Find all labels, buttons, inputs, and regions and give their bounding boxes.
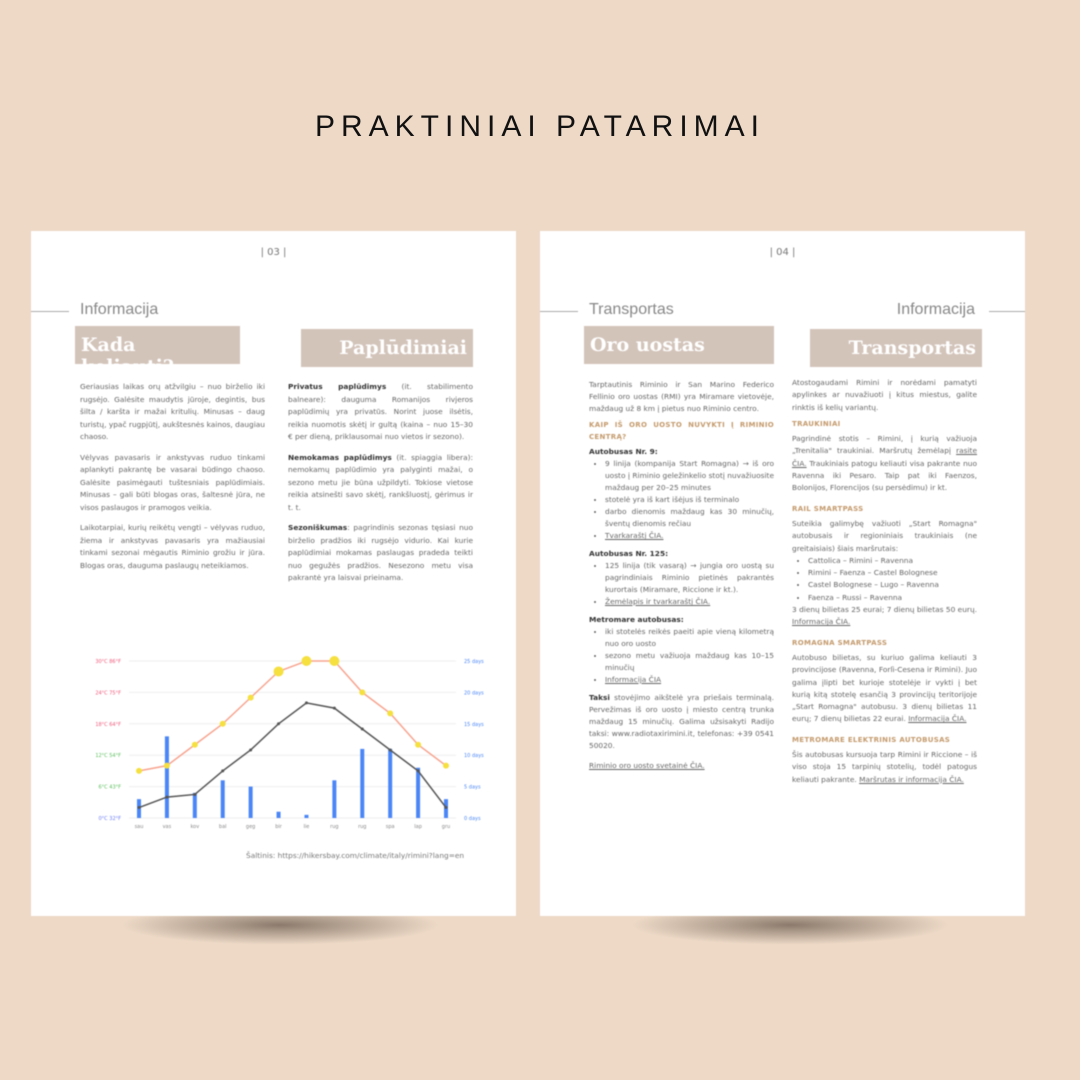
term: Sezoniškumas bbox=[288, 523, 348, 532]
min-temp-point bbox=[417, 769, 420, 772]
list-item: • 125 linija (tik vasarą) → jungia oro uostą su pagrindiniais Riminio pietinės pakrantės kurortais (Miramare, Riccione ir kt.). bbox=[605, 560, 774, 596]
x-tick-label: geg bbox=[245, 824, 256, 830]
precip-bar bbox=[221, 780, 225, 818]
airport-link[interactable]: Riminio oro uosto svetainė ČIA. bbox=[589, 761, 705, 770]
column-papludimiai bbox=[288, 381, 473, 593]
promo-title: PRAKTINIAI PATARIMAI bbox=[314, 110, 766, 143]
sun-icon bbox=[274, 666, 284, 676]
x-tick-label: gru bbox=[441, 824, 451, 830]
min-temp-point bbox=[193, 793, 196, 796]
precip-bar bbox=[277, 812, 281, 818]
list-item: • Castel Bolognese – Lugo – Ravenna bbox=[808, 579, 977, 591]
paragraph: Vėlyvas pavasaris ir ankstyvas ruduo tinkami aplankyti pakrantę be vasarai būdingo chaoso. Galėsite pasimėgauti tuštesniais paplūdimiais. Minusas – gali būti blogas oras, šaltesnė jūra, ne visos paslaugos ir pramogos veikia. bbox=[80, 452, 265, 512]
y2-tick-label: 0 days bbox=[464, 816, 481, 822]
map-link[interactable]: rasite ČIA. bbox=[792, 446, 977, 468]
subheading: ROMAGNA SMARTPASS bbox=[792, 638, 888, 647]
y2-tick-label: 15 days bbox=[464, 721, 484, 728]
sun-icon bbox=[164, 763, 170, 769]
min-temp-point bbox=[333, 707, 336, 710]
column-oro-uostas bbox=[589, 379, 774, 780]
text: Pagrindinė stotis – Rimini, į kurią važiuoja „Trenitalia" traukiniai. Maršrutų žemėlapį bbox=[792, 434, 977, 456]
min-temp-point bbox=[249, 748, 252, 751]
x-tick-label: lie bbox=[303, 824, 310, 830]
subheading: Autobusas Nr. 9: bbox=[589, 447, 658, 456]
heading-papludimiai: Paplūdimiai bbox=[301, 329, 473, 367]
text: : pagrindinis sezonas tęsiasi nuo birželio pradžios iki rugsėjo vidurio. Kai kurie paplūdimiai mokamas paslaugas pradeda teikti nuo gegužės pradžios. Nesezono metu visa pakrantė yra laisvai prieinama. bbox=[288, 523, 473, 582]
precip-bar bbox=[388, 749, 392, 818]
x-tick-label: rug bbox=[330, 824, 339, 830]
column-transportas bbox=[792, 377, 977, 794]
x-tick-label: rug bbox=[358, 824, 367, 830]
section-label: Informacija bbox=[896, 301, 975, 318]
term: Taksi bbox=[589, 693, 610, 702]
paragraph bbox=[792, 604, 977, 629]
list-item: • Faenza – Russi – Ravenna bbox=[808, 592, 977, 604]
x-tick-label: vas bbox=[162, 824, 172, 830]
sun-icon bbox=[301, 656, 311, 666]
section-label: Transportas bbox=[589, 301, 674, 318]
y-tick-label: 30°C 86°F bbox=[95, 659, 121, 665]
paragraph bbox=[589, 692, 774, 752]
precip-bar bbox=[360, 749, 364, 818]
sun-icon bbox=[387, 710, 393, 716]
page-04 bbox=[540, 231, 1025, 916]
y2-tick-label: 5 days bbox=[464, 784, 481, 791]
y2-tick-label: 10 days bbox=[464, 753, 484, 760]
timetable-link[interactable]: Tvarkaraštį ČIA. bbox=[605, 531, 664, 540]
sun-icon bbox=[136, 768, 142, 774]
precip-bar bbox=[165, 736, 169, 818]
min-temp-point bbox=[138, 806, 141, 809]
info-link[interactable]: Informacija ČIA bbox=[605, 675, 662, 684]
text: (it. stabilimento balneare): dauguma Romanijos rivjeros paplūdimių yra privatūs. Norint juose ilsėtis, reikia nuomotis skėtį ir gultą (kaina – nuo 15–30 € per dieną, priklausomai nuo vietos ir sezono). bbox=[288, 382, 473, 441]
x-tick-label: bir bbox=[275, 824, 282, 830]
text: Traukiniais patogu keliauti visa pakrante nuo Ravenna iki Pesaro. Taip pat iki Faenzos, Bolonijos, Florencijos (su persėdimu) ir kt. bbox=[792, 458, 977, 493]
max-temp-line bbox=[139, 661, 446, 771]
subheading: RAIL SMARTPASS bbox=[792, 504, 864, 513]
x-tick-label: lap bbox=[414, 824, 422, 830]
subheading: KAIP IŠ ORO UOSTO NUVYKTI Į RIMINIO CENTRĄ? bbox=[589, 421, 774, 441]
section-label: Informacija bbox=[80, 301, 159, 318]
paragraph: Tarptautinis Riminio ir San Marino Federico Fellinio oro uostas (RMI) yra Miramare vietovėje, maždaug už 8 km į pietus nuo Riminio centro. bbox=[589, 380, 774, 413]
sun-icon bbox=[443, 763, 449, 769]
paragraph bbox=[792, 433, 977, 494]
min-temp-point bbox=[221, 769, 224, 772]
heading-transportas: Transportas bbox=[810, 329, 982, 367]
term: Nemokamas paplūdimys bbox=[288, 452, 392, 462]
min-temp-point bbox=[305, 701, 308, 704]
y-tick-label: 12°C 54°F bbox=[95, 753, 121, 760]
paragraph bbox=[288, 381, 473, 444]
precip-bar bbox=[304, 815, 308, 818]
list-item: • Cattolica – Rimini – Ravenna bbox=[808, 555, 977, 567]
y-tick-label: 18°C 64°F bbox=[95, 721, 121, 728]
sun-icon bbox=[248, 695, 254, 701]
min-temp-point bbox=[165, 796, 168, 799]
list-item: • darbo dienomis maždaug kas 30 minučių, šventų dienomis rečiau bbox=[605, 506, 774, 530]
y-tick-label: 0°C 32°F bbox=[98, 816, 121, 822]
subheading: Metromare autobusas: bbox=[589, 615, 684, 624]
min-temp-point bbox=[361, 728, 364, 731]
paragraph: Atostogaudami Rimini ir norėdami pamatyti apylinkes ar nuvažiuoti į kitus miestus, galite rinktis iš kelių variantų. bbox=[792, 378, 977, 412]
climate-chart bbox=[71, 646, 511, 846]
paragraph: Geriausias laikas orų atžvilgiu – nuo birželio iki rugsėjo. Galėsite maudytis jūroje, degintis, bus šilta / karšta ir mažai kritulių. Minusas – daug turistų, ypač rugpjūtį, aukštesnės kainos, daugiau chaoso. bbox=[80, 382, 265, 441]
text: Šis autobusas kursuoja tarp Rimini ir Riccione – iš viso stoja 15 tarpinių stotelių, todėl patogus keliauti pakrante. bbox=[792, 750, 977, 784]
y-tick-label: 6°C 43°F bbox=[98, 784, 121, 791]
term: Privatus paplūdimys bbox=[288, 382, 387, 391]
divider bbox=[540, 311, 578, 312]
paragraph bbox=[288, 522, 473, 585]
divider bbox=[989, 311, 1025, 312]
precip-bar bbox=[332, 780, 336, 818]
sun-icon bbox=[192, 742, 198, 748]
sun-icon bbox=[415, 742, 421, 748]
text: Autobuso bilietas, su kuriuo galima keliauti 3 provincijose (Ravenna, Forlì-Cesena ir Rimini). Juo galima įlipti bet kurioje stotelėje ir vykti į bet kurią kitą stotelę esančią 3 provincijų teritorijoje „Start Romagna" autobusu. 3 dienų bilietas 11 eurų; 7 dienų bilietas 22 eurai. bbox=[792, 652, 977, 724]
divider bbox=[31, 311, 69, 312]
paragraph bbox=[792, 652, 977, 726]
page-number: | 04 | bbox=[769, 247, 796, 258]
info-link[interactable]: Informacija ČIA. bbox=[908, 714, 967, 724]
heading-oro-uostas: Oro uostas bbox=[584, 326, 774, 364]
x-tick-label: bal bbox=[218, 824, 227, 830]
y2-tick-label: 20 days bbox=[464, 690, 484, 697]
list-item: • sezono metu važiuoja maždaug kas 10–15 minučių bbox=[605, 650, 774, 674]
y2-tick-label: 25 days bbox=[464, 659, 484, 665]
text: (it. spiaggia libera): nemokamų paplūdimio yra palyginti mažai, o sezono metu jie būna užpildyti. Tokiose vietose reikia atsinešti savo skėtį, rankšluostį, gėrimus ir t. t. bbox=[288, 452, 473, 512]
min-temp-point bbox=[389, 748, 392, 751]
list-item: • 9 linija (kompanija Start Romagna) → iš oro uosto į Riminio geležinkelio stotį nuvažiuosite maždaug per 20–25 minutes bbox=[605, 458, 774, 494]
page-03 bbox=[31, 231, 516, 916]
subheading: METROMARE ELEKTRINIS AUTOBUSAS bbox=[792, 735, 951, 744]
info-link[interactable]: Informacija ČIA. bbox=[792, 617, 851, 627]
subheading: TRAUKINIAI bbox=[792, 419, 841, 428]
precip-bar bbox=[249, 787, 253, 818]
list-item: • iki stotelės reikės paeiti apie vieną kilometrą nuo oro uosto bbox=[605, 626, 774, 650]
subheading: Autobusas Nr. 125: bbox=[589, 549, 669, 558]
heading-kada-keliauti: Kada keliauti? bbox=[75, 326, 240, 364]
text: 3 dienų bilietas 25 eurai; 7 dienų bilietas 50 eurų. bbox=[792, 605, 977, 615]
list-item: • Rimini – Faenza – Castel Bolognese bbox=[808, 567, 977, 579]
route-link[interactable]: Maršrutas ir informacija ČIA. bbox=[859, 774, 964, 784]
x-tick-label: spa bbox=[385, 824, 395, 830]
min-temp-point bbox=[277, 722, 280, 725]
x-tick-label: kov bbox=[190, 824, 200, 830]
min-temp-point bbox=[445, 806, 448, 809]
map-link[interactable]: Žemėlapis ir tvarkaraštį ČIA. bbox=[605, 597, 711, 606]
precip-bar bbox=[416, 768, 420, 818]
precip-bar bbox=[193, 793, 197, 818]
sun-icon bbox=[359, 689, 365, 695]
sun-icon bbox=[220, 721, 226, 727]
page-number: | 03 | bbox=[260, 247, 287, 258]
y-tick-label: 24°C 75°F bbox=[95, 690, 121, 697]
sun-icon bbox=[329, 656, 339, 666]
paragraph bbox=[288, 452, 473, 515]
source-note: Šaltinis: https://hikersbay.com/climate/italy/rimini?lang=en bbox=[246, 851, 465, 860]
column-kada-keliauti bbox=[80, 381, 265, 580]
text: stovėjimo aikštelė yra priešais terminalą. Pervežimas iš oro uosto į miesto centrą trunka maždaug 15 minučių. Galima užsisakyti Radijo taksi: www.radiotaxirimini.it, telefonas: +39 0541 50020. bbox=[589, 693, 774, 750]
paragraph: Suteikia galimybę važiuoti „Start Romagna" autobusais ir regioniniais traukiniais (ne greitaisiais) šiais maršrutais: bbox=[792, 518, 977, 553]
paragraph: Laikotarpiai, kurių reikėtų vengti – vėlyvas ruduo, žiema ir ankstyvas pavasaris yra mažiausiai tinkami sezonai mėgautis Riminio grožiu ir jūra. Blogas oras, dauguma paslaugų neteikiamos. bbox=[80, 523, 265, 570]
paragraph bbox=[792, 749, 977, 786]
x-tick-label: sau bbox=[134, 824, 144, 830]
list-item: • stotelė yra iš kart išėjus iš terminalo bbox=[605, 494, 774, 506]
